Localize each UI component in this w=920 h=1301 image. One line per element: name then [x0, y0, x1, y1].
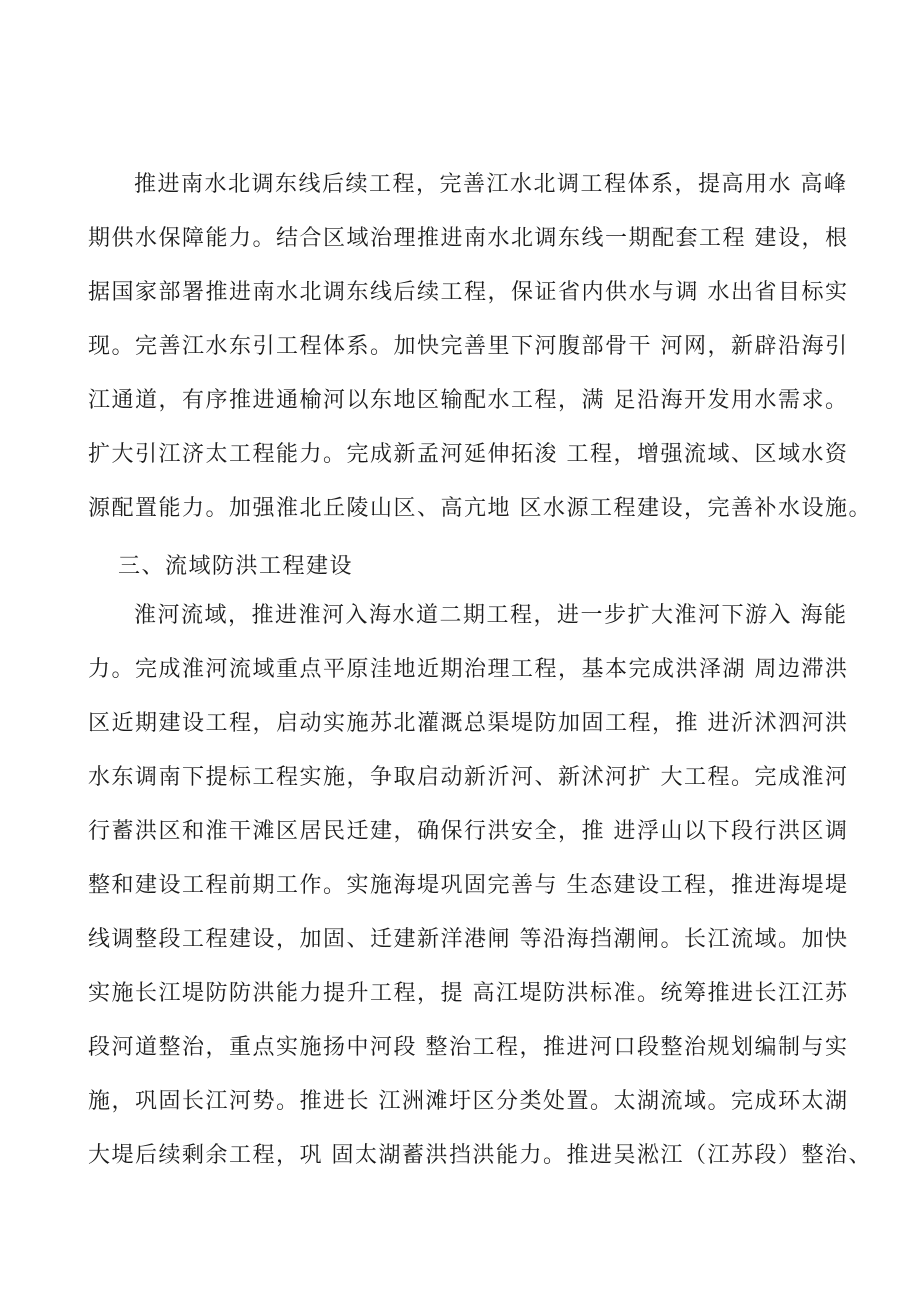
paragraph-line: 扩大引江济太工程能力。完成新孟河延伸拓浚 工程，增强流域、区域水资	[88, 442, 849, 467]
paragraph-line: 线调整段工程建设，加固、迁建新洋港闸 等沿海挡潮闸。长江流域。加快	[88, 927, 849, 952]
paragraph-line: 推进南水北调东线后续工程，完善江水北调工程体系，提高用水 高峰	[134, 172, 848, 197]
paragraph-line: 施，巩固长江河势。推进长 江洲滩圩区分类处置。太湖流域。完成环太湖	[88, 1089, 849, 1114]
section-heading: 三、流域防洪工程建设	[118, 554, 354, 579]
paragraph-line: 行蓄洪区和淮干滩区居民迁建，确保行洪安全，推 进浮山以下段行洪区调	[88, 819, 849, 844]
paragraph-line: 区近期建设工程，启动实施苏北灌溉总渠堤防加固工程，推 进沂沭泗河洪	[88, 711, 849, 736]
paragraph-line: 水东调南下提标工程实施，争取启动新沂河、新沭河扩 大工程。完成淮河	[88, 765, 849, 790]
paragraph-line: 段河道整治，重点实施扬中河段 整治工程，推进河口段整治规划编制与实	[88, 1035, 849, 1060]
paragraph-line: 大堤后续剩余工程，巩 固太湖蓄洪挡洪能力。推进吴淞江（江苏段）整治、	[88, 1143, 872, 1168]
paragraph-line: 力。完成淮河流域重点平原洼地近期治理工程，基本完成洪泽湖 周边滞洪	[88, 657, 849, 682]
paragraph-line: 据国家部署推进南水北调东线后续工程，保证省内供水与调 水出省目标实	[88, 280, 849, 305]
paragraph-line: 实施长江堤防防洪能力提升工程，提 高江堤防洪标准。统筹推进长江江苏	[88, 981, 849, 1006]
paragraph-line: 淮河流域，推进淮河入海水道二期工程，进一步扩大淮河下游入 海能	[134, 603, 848, 628]
paragraph-line: 江通道，有序推进通榆河以东地区输配水工程，满 足沿海开发用水需求。	[88, 388, 849, 413]
paragraph-line: 整和建设工程前期工作。实施海堤巩固完善与 生态建设工程，推进海堤堤	[88, 873, 849, 898]
paragraph-line: 源配置能力。加强淮北丘陵山区、高亢地 区水源工程建设，完善补水设施。	[88, 496, 872, 521]
paragraph-line: 现。完善江水东引工程体系。加快完善里下河腹部骨干 河网，新辟沿海引	[88, 334, 849, 359]
paragraph-line: 期供水保障能力。结合区域治理推进南水北调东线一期配套工程 建设，根	[88, 226, 849, 251]
